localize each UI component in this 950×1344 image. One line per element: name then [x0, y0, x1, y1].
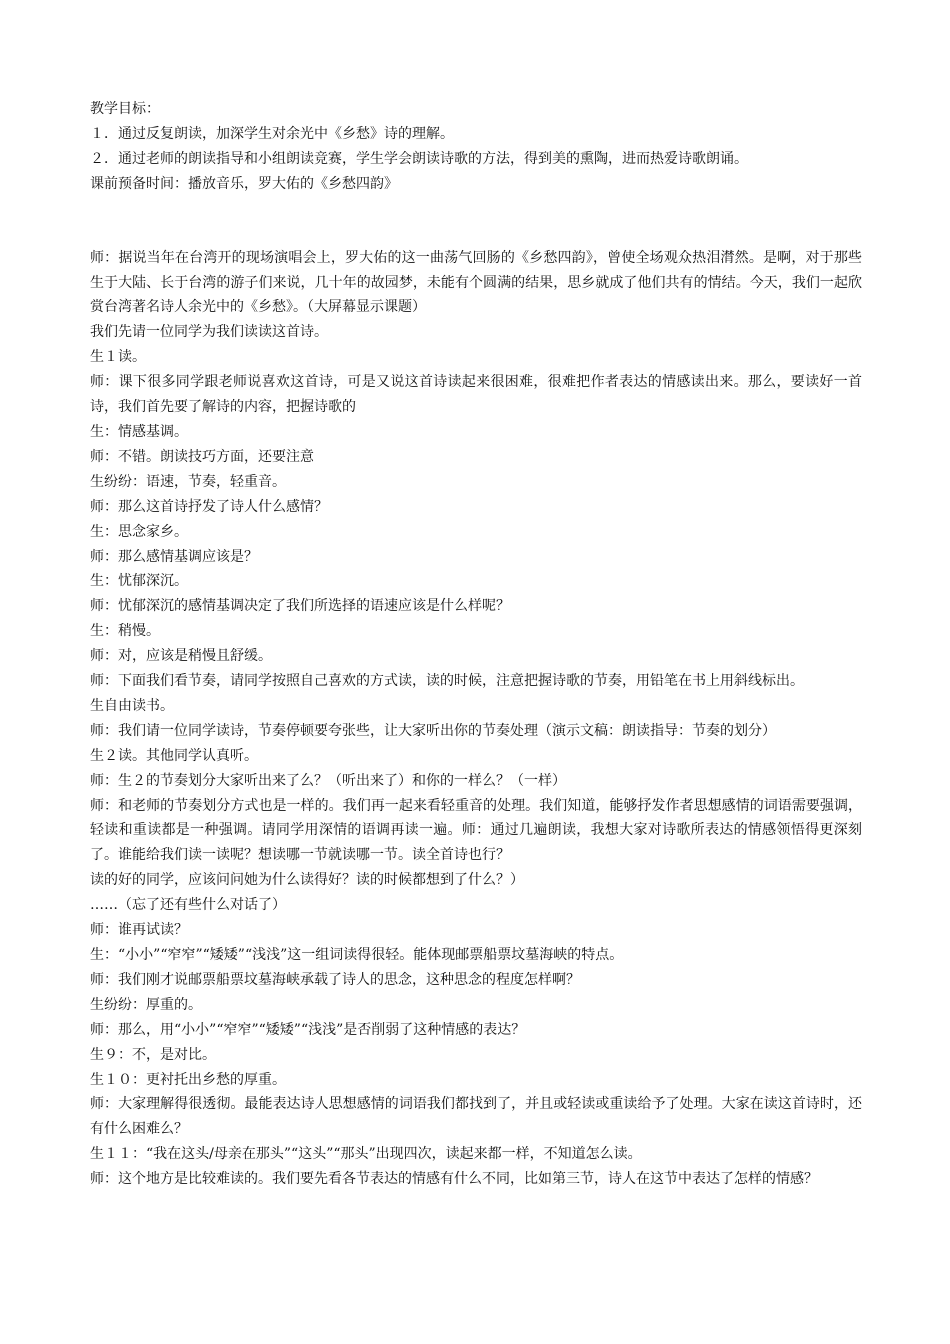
objective-item-1: １．通过反复朗读，加深学生对余光中《乡愁》诗的理解。: [90, 125, 454, 142]
dialogue-line: 师：据说当年在台湾开的现场演唱会上，罗大佑的这一曲荡气回肠的《乡愁四韵》，曾使全场观众热泪潸然。是啊，对于那些生于大陆、长于台湾的游子们来说，几十年的故园梦，未能有个圆满的结果，思乡就成了他们共有的情结。今天，我们一起欣赏台湾著名诗人余光中的《乡愁》。（大屏幕显示课题）: [90, 249, 862, 316]
dialogue-line: 师：这个地方是比较难读的。我们要先看各节表达的情感有什么不同，比如第三节，诗人在这节中表达了怎样的情感？: [90, 1171, 818, 1188]
dialogue-line: 师：课下很多同学跟老师说喜欢这首诗，可是又说这首诗读起来很困难，很难把作者表达的情感读出来。那么，要读好一首诗，我们首先要了解诗的内容，把握诗歌的: [90, 374, 862, 416]
dialogue-line: 师：忧郁深沉的感情基调决定了我们所选择的语速应该是什么样呢？: [90, 598, 510, 615]
dialogue-line: 读的好的同学，应该问问她为什么读得好？读的时候都想到了什么？）: [90, 872, 524, 889]
dialogue-line: 师：那么这首诗抒发了诗人什么感情？: [90, 498, 328, 515]
dialogue-line: 生１０：更衬托出乡愁的厚重。: [90, 1071, 286, 1088]
dialogue-line: 生１１：“我在这头/母亲在那头”“这头”“那头”出现四次，读起来都一样，不知道怎么读。: [90, 1146, 642, 1163]
dialogue-line: 师：谁再试读？: [90, 922, 188, 939]
objectives-heading: 教学目标：: [90, 101, 160, 117]
dialogue-line: 师：大家理解得很透彻。最能表达诗人思想感情的词语我们都找到了，并且或轻读或重读给予了处理。大家在读这首诗时，还有什么困难么？: [90, 1096, 862, 1138]
dialogue-line: 生９：不，是对比。: [90, 1046, 216, 1063]
dialogue-line: 师：我们请一位同学读诗，节奏停顿要夸张些，让大家听出你的节奏处理（演示文稿：朗读指导：节奏的划分）: [90, 722, 776, 739]
dialogue-line: 生：忧郁深沉。: [90, 573, 188, 590]
dialogue-line: 师：下面我们看节奏，请同学按照自己喜欢的方式读，读的时候，注意把握诗歌的节奏，用铅笔在书上用斜线标出。: [90, 673, 804, 690]
document-page: [90, 97, 862, 1192]
dialogue-line: 师：生２的节奏划分大家听出来了么？（听出来了）和你的一样么？（一样）: [90, 772, 566, 789]
dialogue-line: 生２读。其他同学认真听。: [90, 747, 258, 764]
dialogue-line: 师：和老师的节奏划分方式也是一样的。我们再一起来看轻重音的处理。我们知道，能够抒发作者思想感情的词语需要强调，轻读和重读都是一种强调。请同学用深情的语调再读一遍。师：通过几遍朗读，我想大家对诗歌所表达的情感领悟得更深刻了。谁能给我们读一读呢？想读哪一节就读哪一节。读全首诗也行？: [90, 797, 862, 864]
dialogue-line: 生：情感基调。: [90, 423, 188, 440]
dialogue-line: 生自由读书。: [90, 697, 174, 714]
objective-item-2: ２．通过老师的朗读指导和小组朗读竞赛，学生学会朗读诗歌的方法，得到美的熏陶，进而热爱诗歌朗诵。: [90, 150, 748, 167]
dialogue-line: 师：对，应该是稍慢且舒缓。: [90, 648, 272, 665]
paragraph-gap: [90, 197, 862, 246]
dialogue-line: 师：我们刚才说邮票船票坟墓海峡承载了诗人的思念，这种思念的程度怎样啊？: [90, 971, 580, 988]
dialogue-line: 生：思念家乡。: [90, 523, 188, 540]
dialogue-line: 师：那么，用“小小”“窄窄”“矮矮”“浅浅”是否削弱了这种情感的表达？: [90, 1021, 526, 1038]
prep-time: 课前预备时间：播放音乐，罗大佑的《乡愁四韵》: [90, 175, 398, 192]
dialogue-line: 生１读。: [90, 349, 146, 366]
dialogue-line: 我们先请一位同学为我们读读这首诗。: [90, 324, 328, 341]
dialogue-line: 生：稍慢。: [90, 623, 160, 640]
dialogue-line: 师：不错。朗读技巧方面，还要注意: [90, 448, 314, 465]
dialogue-line: 师：那么感情基调应该是？: [90, 548, 258, 565]
dialogue-line: ……（忘了还有些什么对话了）: [90, 897, 286, 914]
dialogue-line: 生纷纷：语速，节奏，轻重音。: [90, 473, 286, 490]
dialogue-line: 生纷纷：厚重的。: [90, 996, 202, 1013]
dialogue-line: 生：“小小”“窄窄”“矮矮”“浅浅”这一组词读得很轻。能体现邮票船票坟墓海峡的特点。: [90, 947, 624, 963]
